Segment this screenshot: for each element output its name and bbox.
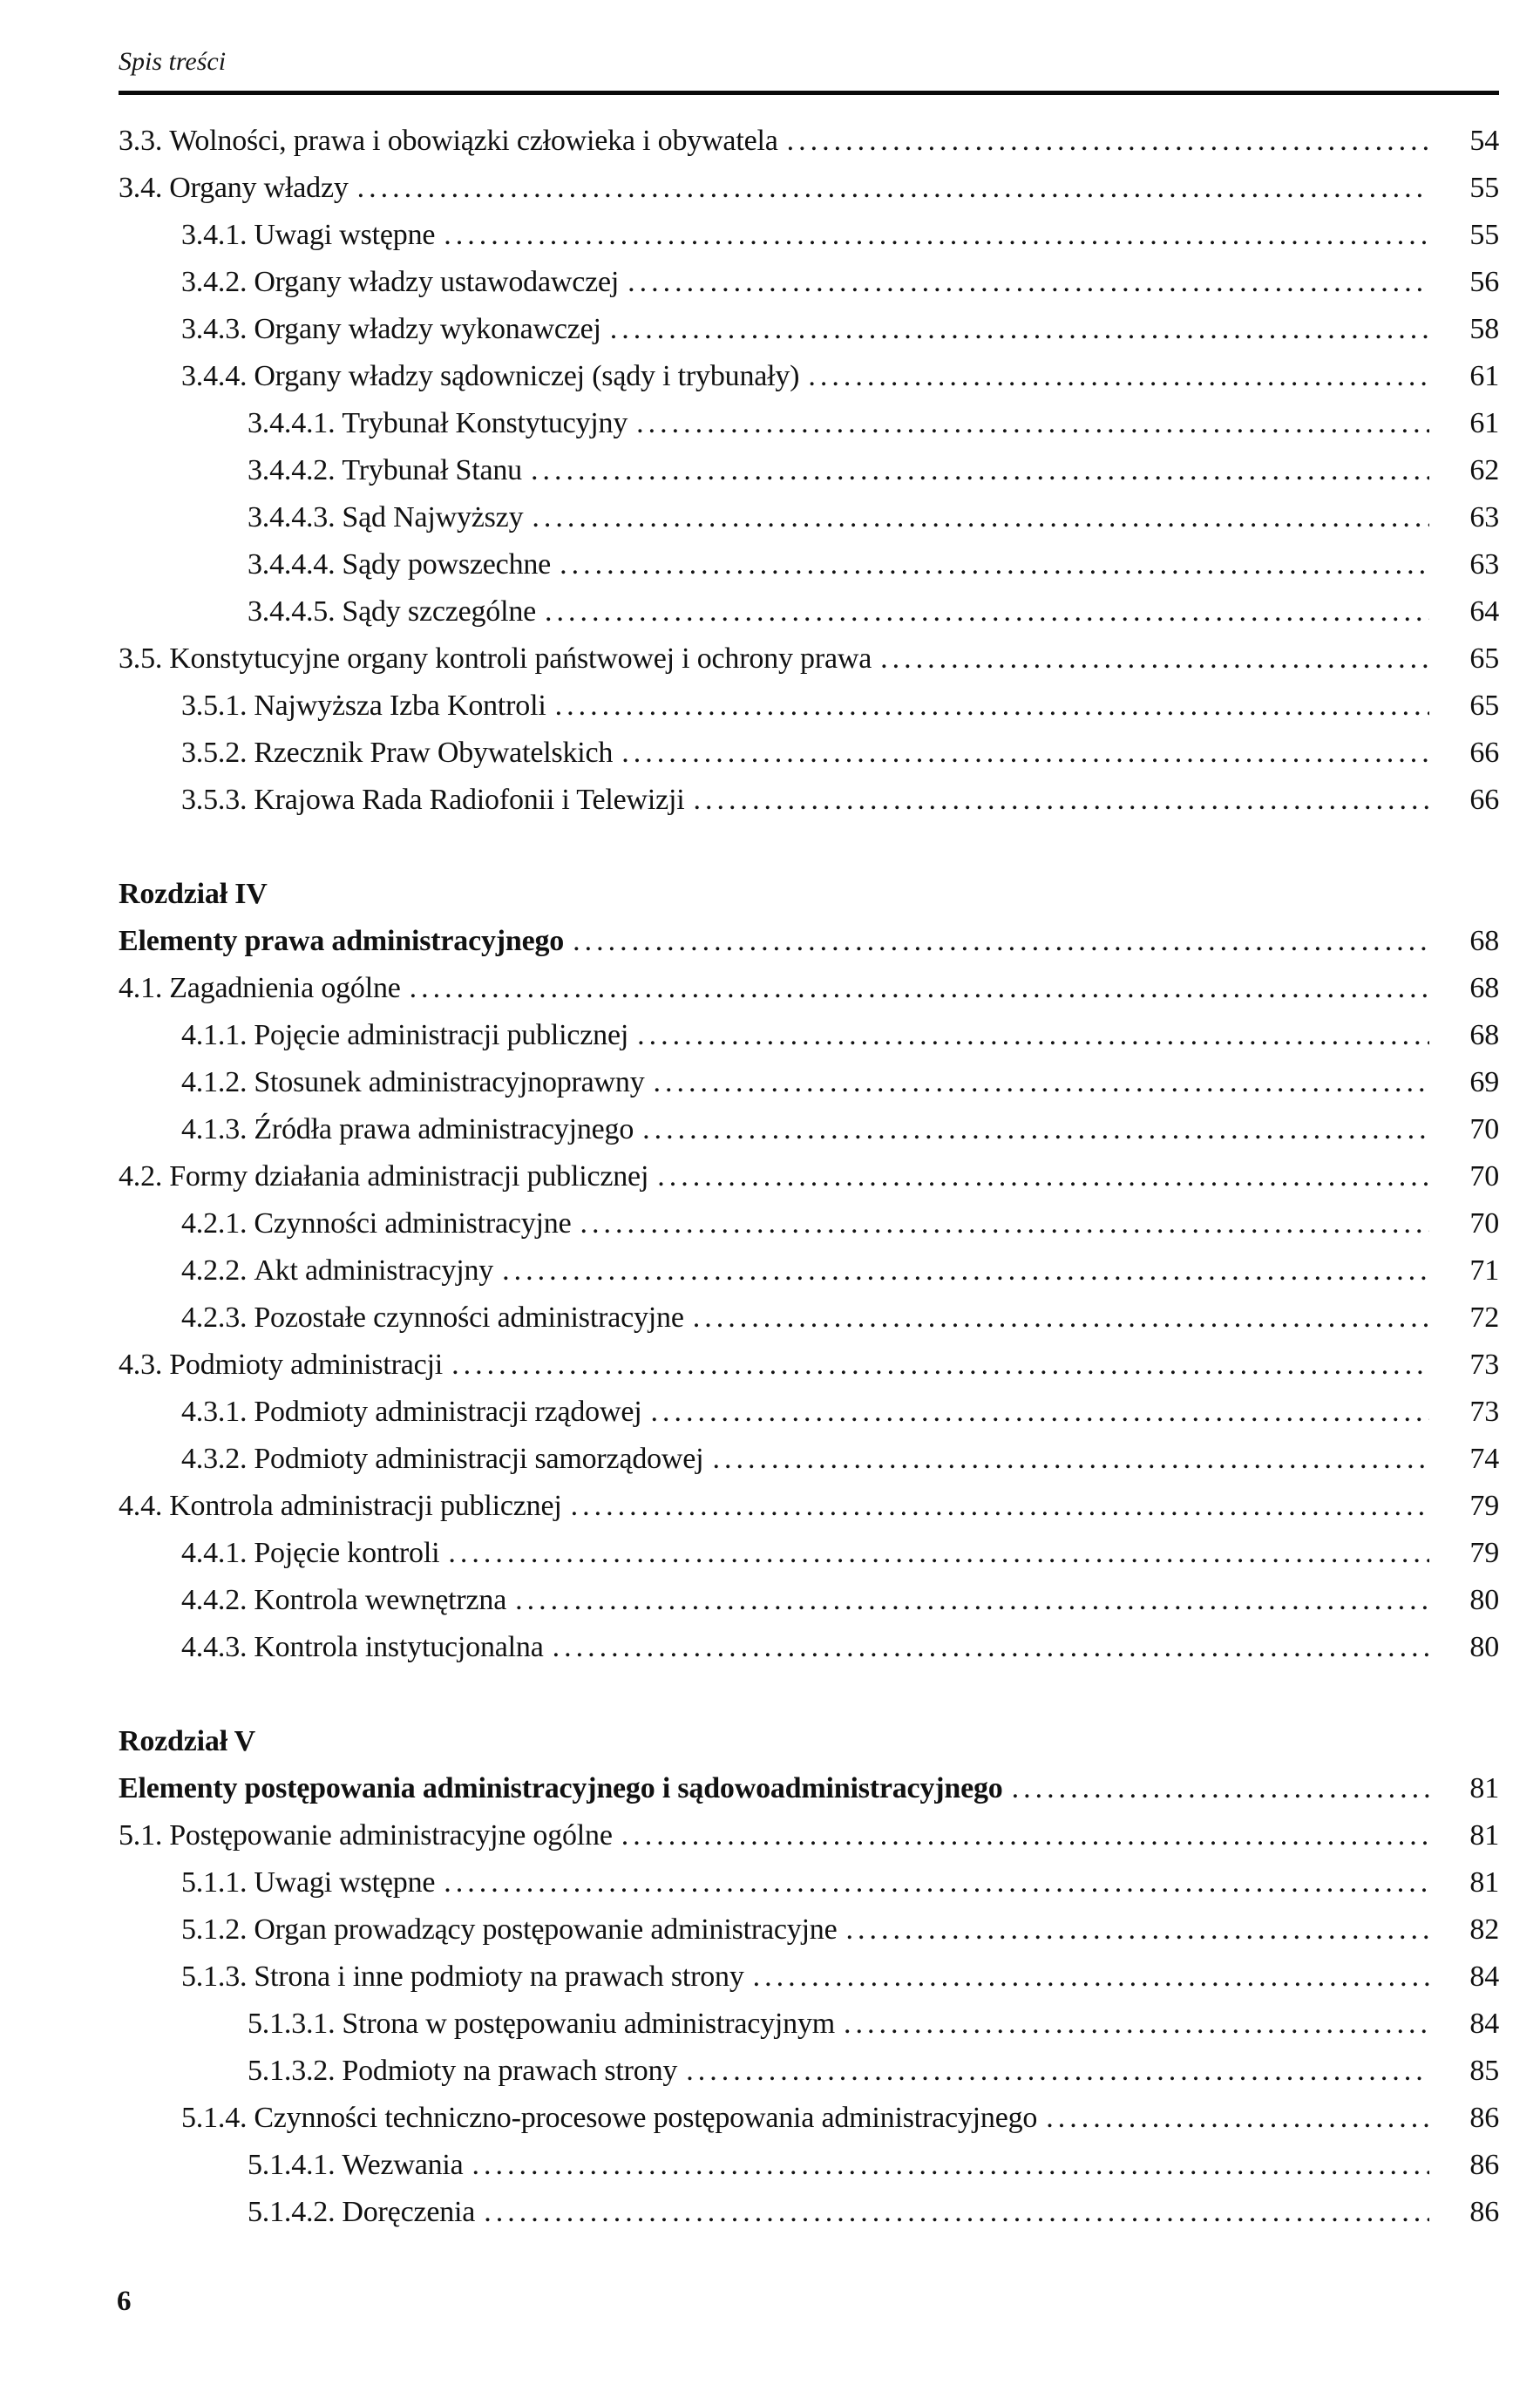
toc-entry [119, 1906, 1499, 1954]
entry-number: 3.4.1. [181, 219, 248, 251]
entry-title: Źródła prawa administracyjnego [254, 1113, 634, 1145]
entry-page-number: 73 [1469, 1396, 1499, 1428]
dot-leader [502, 1247, 1429, 1295]
entry-title: Organy władzy sądowniczej (sądy i trybunały) [254, 360, 800, 392]
entry-page-number: 69 [1469, 1066, 1499, 1098]
entry-page-number: 84 [1469, 1960, 1499, 1993]
entry-number: 3.5.1. [181, 690, 248, 722]
entry-page-number: 55 [1469, 172, 1499, 204]
entry-number: 3.4.3. [181, 313, 248, 345]
entry-number: 4.4. [119, 1490, 163, 1522]
entry-title: Sąd Najwyższy [342, 501, 524, 533]
dot-leader [637, 1012, 1429, 1059]
entry-number: 5.1.4. [181, 2102, 248, 2134]
toc-entry [119, 1954, 1499, 2001]
page-header [119, 44, 1499, 95]
entry-title: Uwagi wstępne [254, 1866, 436, 1899]
entry-title: Sądy powszechne [342, 548, 552, 581]
dot-leader [484, 2189, 1429, 2236]
table-of-contents [119, 118, 1499, 2236]
toc-entry [119, 447, 1499, 494]
entry-number: 5.1.4.2. [248, 2196, 336, 2228]
entry-page-number: 70 [1469, 1113, 1499, 1145]
entry-number: 4.3.1. [181, 1396, 248, 1428]
toc-entry [119, 1153, 1499, 1200]
entry-title: Organy władzy ustawodawczej [254, 266, 620, 298]
entry-page-number: 73 [1469, 1349, 1499, 1381]
toc-entry [119, 259, 1499, 306]
entry-number: 3.4.4. [181, 360, 248, 392]
entry-title: Sądy szczególne [342, 595, 537, 628]
entry-number: 3.3. [119, 125, 163, 157]
dot-leader [642, 1106, 1429, 1153]
entry-number: 4.2.2. [181, 1254, 248, 1287]
dot-leader [753, 1954, 1429, 2001]
toc-entry [119, 1200, 1499, 1247]
entry-number: 3.4.4.1. [248, 407, 336, 439]
entry-number: 5.1.1. [181, 1866, 248, 1899]
dot-leader [448, 1530, 1429, 1577]
entry-title: Doręczenia [342, 2196, 476, 2228]
chapter-heading: Rozdział V [119, 1725, 255, 1757]
dot-leader [654, 1059, 1429, 1106]
dot-leader [571, 1483, 1429, 1530]
chapter-heading: Rozdział IV [119, 878, 268, 910]
dot-leader [444, 212, 1429, 259]
toc-entry [119, 400, 1499, 447]
toc-entry [119, 1106, 1499, 1153]
entry-number: 3.5. [119, 642, 163, 675]
entry-number: 4.2.3. [181, 1301, 248, 1334]
toc-entry [119, 2048, 1499, 2095]
dot-leader [532, 494, 1429, 541]
entry-title: Akt administracyjny [254, 1254, 494, 1287]
entry-page-number: 64 [1469, 595, 1499, 628]
entry-page-number: 58 [1469, 313, 1499, 345]
toc-entry [119, 2189, 1499, 2236]
dot-leader [1012, 1765, 1429, 1812]
dot-leader [650, 1389, 1429, 1436]
dot-leader [515, 1577, 1429, 1624]
entry-page-number: 79 [1469, 1537, 1499, 1569]
running-header: Spis treści [119, 47, 227, 76]
entry-title: Organy władzy [169, 172, 349, 204]
entry-number: 5.1. [119, 1819, 163, 1852]
entry-title: Rzecznik Praw Obywatelskich [254, 737, 614, 769]
entry-number: 3.4. [119, 172, 163, 204]
entry-page-number: 81 [1469, 1772, 1499, 1804]
dot-leader [621, 730, 1429, 777]
entry-number: 4.4.2. [181, 1584, 248, 1616]
entry-title: Pojęcie kontroli [254, 1537, 440, 1569]
entry-title: Podmioty administracji rządowej [254, 1396, 642, 1428]
toc-entry [119, 1624, 1499, 1671]
entry-title: Trybunał Konstytucyjny [342, 407, 628, 439]
entry-page-number: 82 [1469, 1913, 1499, 1946]
entry-page-number: 62 [1469, 454, 1499, 486]
toc-entry [119, 683, 1499, 730]
dot-leader [693, 1295, 1429, 1342]
entry-number: 4.2. [119, 1160, 163, 1193]
dot-leader [573, 918, 1429, 965]
dot-leader [636, 400, 1429, 447]
dot-leader [357, 165, 1429, 212]
header-rule [119, 91, 1499, 95]
dot-leader [657, 1153, 1429, 1200]
dot-leader [844, 2001, 1429, 2048]
entry-page-number: 68 [1469, 925, 1499, 957]
toc-entry [119, 1530, 1499, 1577]
entry-title: Stosunek administracyjnoprawny [254, 1066, 645, 1098]
toc-entry [119, 1012, 1499, 1059]
toc-entry [119, 730, 1499, 777]
dot-leader [880, 635, 1429, 683]
entry-page-number: 66 [1469, 737, 1499, 769]
toc-entry [119, 118, 1499, 165]
entry-number: 5.1.2. [181, 1913, 248, 1946]
toc-entry [119, 494, 1499, 541]
toc-entry [119, 1059, 1499, 1106]
entry-number: 5.1.4.1. [248, 2149, 336, 2181]
entry-title: Czynności administracyjne [254, 1207, 572, 1240]
entry-title: Wolności, prawa i obowiązki człowieka i obywatela [169, 125, 778, 157]
entry-number: 3.4.4.2. [248, 454, 336, 486]
dot-leader [545, 588, 1429, 635]
entry-number: 4.3. [119, 1349, 163, 1381]
toc-entry [119, 1577, 1499, 1624]
entry-title: Trybunał Stanu [342, 454, 522, 486]
toc-entry [119, 541, 1499, 588]
entry-page-number: 65 [1469, 642, 1499, 675]
entry-page-number: 80 [1469, 1584, 1499, 1616]
entry-page-number: 63 [1469, 548, 1499, 581]
entry-number: 4.3.2. [181, 1443, 248, 1475]
dot-leader [410, 965, 1429, 1012]
toc-entry [119, 2142, 1499, 2189]
chapter-title-row [119, 1765, 1499, 1812]
entry-page-number: 61 [1469, 407, 1499, 439]
toc-block [119, 118, 1499, 824]
toc-entry [119, 1247, 1499, 1295]
entry-title: Pozostałe czynności administracyjne [254, 1301, 684, 1334]
entry-page-number: 55 [1469, 219, 1499, 251]
chapter-title: Elementy prawa administracyjnego [119, 925, 565, 957]
dot-leader [694, 777, 1430, 824]
entry-number: 3.4.2. [181, 266, 248, 298]
entry-number: 5.1.3. [181, 1960, 248, 1993]
toc-entry [119, 1436, 1499, 1483]
page-number-folio: 6 [117, 2286, 132, 2317]
dot-leader [531, 447, 1429, 494]
entry-page-number: 79 [1469, 1490, 1499, 1522]
entry-title: Konstytucyjne organy kontroli państwowej i ochrony prawa [169, 642, 872, 675]
toc-entry [119, 965, 1499, 1012]
dot-leader [621, 1812, 1429, 1859]
dot-leader [712, 1436, 1429, 1483]
entry-page-number: 70 [1469, 1160, 1499, 1193]
dot-leader [451, 1342, 1429, 1389]
entry-title: Zagadnienia ogólne [169, 972, 401, 1004]
dot-leader [444, 1859, 1429, 1906]
entry-number: 4.4.3. [181, 1631, 248, 1663]
entry-page-number: 72 [1469, 1301, 1499, 1334]
entry-title: Uwagi wstępne [254, 219, 436, 251]
entry-page-number: 63 [1469, 501, 1499, 533]
entry-number: 4.4.1. [181, 1537, 248, 1569]
dot-leader [580, 1200, 1430, 1247]
entry-title: Organ prowadzący postępowanie administracyjne [254, 1913, 838, 1946]
dot-leader [808, 353, 1429, 400]
entry-page-number: 71 [1469, 1254, 1499, 1287]
entry-page-number: 61 [1469, 360, 1499, 392]
entry-page-number: 85 [1469, 2055, 1499, 2087]
entry-number: 5.1.3.2. [248, 2055, 336, 2087]
entry-page-number: 66 [1469, 784, 1499, 816]
entry-title: Pojęcie administracji publicznej [254, 1019, 629, 1051]
entry-number: 4.2.1. [181, 1207, 248, 1240]
dot-leader [846, 1906, 1429, 1954]
toc-entry [119, 212, 1499, 259]
entry-number: 3.5.3. [181, 784, 248, 816]
entry-title: Najwyższa Izba Kontroli [254, 690, 546, 722]
dot-leader [1046, 2095, 1429, 2142]
toc-entry [119, 1295, 1499, 1342]
entry-page-number: 68 [1469, 1019, 1499, 1051]
entry-page-number: 74 [1469, 1443, 1499, 1475]
toc-entry [119, 1812, 1499, 1859]
entry-number: 4.1.3. [181, 1113, 248, 1145]
entry-title: Strona i inne podmioty na prawach strony [254, 1960, 744, 1993]
entry-page-number: 65 [1469, 690, 1499, 722]
dot-leader [555, 683, 1429, 730]
toc-entry [119, 306, 1499, 353]
dot-leader [686, 2048, 1429, 2095]
entry-number: 3.4.4.5. [248, 595, 336, 628]
entry-title: Podmioty na prawach strony [342, 2055, 678, 2087]
entry-title: Strona w postępowaniu administracyjnym [342, 2008, 835, 2040]
entry-title: Czynności techniczno-procesowe postępowania administracyjnego [254, 2102, 1038, 2134]
toc-entry [119, 635, 1499, 683]
toc-entry [119, 588, 1499, 635]
entry-page-number: 56 [1469, 266, 1499, 298]
entry-title: Kontrola wewnętrzna [254, 1584, 507, 1616]
toc-entry [119, 353, 1499, 400]
entry-title: Organy władzy wykonawczej [254, 313, 601, 345]
entry-title: Postępowanie administracyjne ogólne [169, 1819, 613, 1852]
toc-entry [119, 1389, 1499, 1436]
entry-page-number: 86 [1469, 2196, 1499, 2228]
entry-title: Podmioty administracji [169, 1349, 444, 1381]
entry-page-number: 84 [1469, 2008, 1499, 2040]
toc-entry [119, 2095, 1499, 2142]
entry-number: 4.1.2. [181, 1066, 248, 1098]
entry-title: Wezwania [342, 2149, 464, 2181]
toc-entry [119, 1342, 1499, 1389]
entry-page-number: 54 [1469, 125, 1499, 157]
entry-number: 3.4.4.4. [248, 548, 336, 581]
entry-page-number: 81 [1469, 1819, 1499, 1852]
entry-page-number: 80 [1469, 1631, 1499, 1663]
toc-entry [119, 165, 1499, 212]
entry-page-number: 68 [1469, 972, 1499, 1004]
toc-entry [119, 2001, 1499, 2048]
entry-page-number: 86 [1469, 2149, 1499, 2181]
chapter-title-row [119, 918, 1499, 965]
toc-entry [119, 777, 1499, 824]
chapter-block [119, 871, 1499, 1671]
dot-leader [472, 2142, 1429, 2189]
dot-leader [560, 541, 1429, 588]
toc-entry [119, 1859, 1499, 1906]
chapter-block [119, 1718, 1499, 2236]
dot-leader [610, 306, 1429, 353]
entry-title: Krajowa Rada Radiofonii i Telewizji [254, 784, 685, 816]
entry-page-number: 86 [1469, 2102, 1499, 2134]
toc-entry [119, 1483, 1499, 1530]
entry-number: 4.1. [119, 972, 163, 1004]
dot-leader [553, 1624, 1429, 1671]
entry-number: 5.1.3.1. [248, 2008, 336, 2040]
entry-title: Podmioty administracji samorządowej [254, 1443, 704, 1475]
entry-title: Kontrola administracji publicznej [169, 1490, 562, 1522]
entry-number: 3.4.4.3. [248, 501, 336, 533]
entry-title: Kontrola instytucjonalna [254, 1631, 544, 1663]
entry-number: 3.5.2. [181, 737, 248, 769]
entry-page-number: 70 [1469, 1207, 1499, 1240]
chapter-title: Elementy postępowania administracyjnego i sądowoadministracyjnego [119, 1772, 1003, 1804]
entry-title: Formy działania administracji publicznej [169, 1160, 649, 1193]
dot-leader [628, 259, 1429, 306]
entry-page-number: 81 [1469, 1866, 1499, 1899]
entry-number: 4.1.1. [181, 1019, 248, 1051]
dot-leader [787, 118, 1429, 165]
